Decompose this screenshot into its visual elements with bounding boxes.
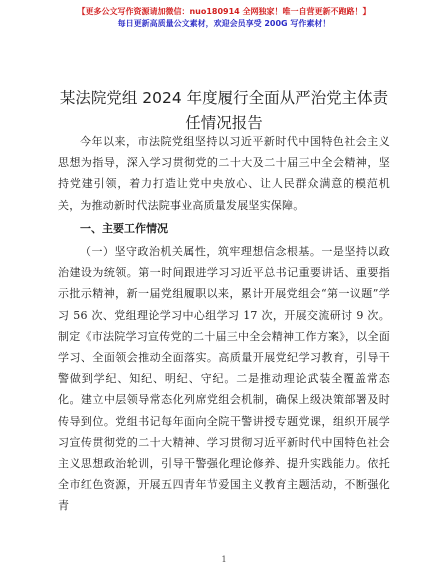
promo-line-2: 每日更新高质量公文素材，欢迎会员享受 200G 写作素材！ [117, 19, 331, 28]
body-paragraph: （一）坚守政治机关属性，筑牢理想信念根基。一是坚持以政治建设为统领。第一时间跟进学习习近平总书记重要讲话、重要指示批示精神，新一届党组履职以来，累计开展党组会“第一议题”学习 56 次、党组理论学习中心组学习 17 次，开展交流研讨 9 次。制定《市法院学习宣传党的二十届三中全会精神工作方案》，以全面学习、全面领会推动全面落实。高质量开展党纪学习教育，引导干警做到学纪、知纪、明纪、守纪。二是推动理论武装全覆盖常态化。建立中层领导常态化列席党组会机制，确保上级决策部署及时传导到位。党组书记每年面向全院干警讲授专题党课，组织开展学习宣传贯彻党的二十大精神、学习贯彻习近平新时代中国特色社会主义思想政治轮训，引导干警强化理论修养、提升实践能力。依托全市红色资源，开展五四青年节爱国主义教育主题活动，不断强化青 [58, 245, 390, 513]
section-heading: 一、主要工作情况 [80, 221, 168, 235]
promo-banner [0, 6, 448, 30]
intro-paragraph: 今年以来，市法院党组坚持以习近平新时代中国特色社会主义思想为指导，深入学习贯彻党的二十大及二十届三中全会精神，坚持党建引领，着力打造让党中央放心、让人民群众满意的模范机关，为推动新时代法院事业高质量发展坚实保障。 [58, 135, 390, 212]
promo-line-1: 【更多公文写作资源请加微信：nuo180914 全网独家！唯一自营更新不跑路！】 [77, 7, 371, 16]
document-title: 某法院党组 2024 年度履行全面从严治党主体责任情况报告 [59, 89, 389, 132]
document-body [58, 131, 390, 517]
page-number: 1 [221, 555, 227, 564]
